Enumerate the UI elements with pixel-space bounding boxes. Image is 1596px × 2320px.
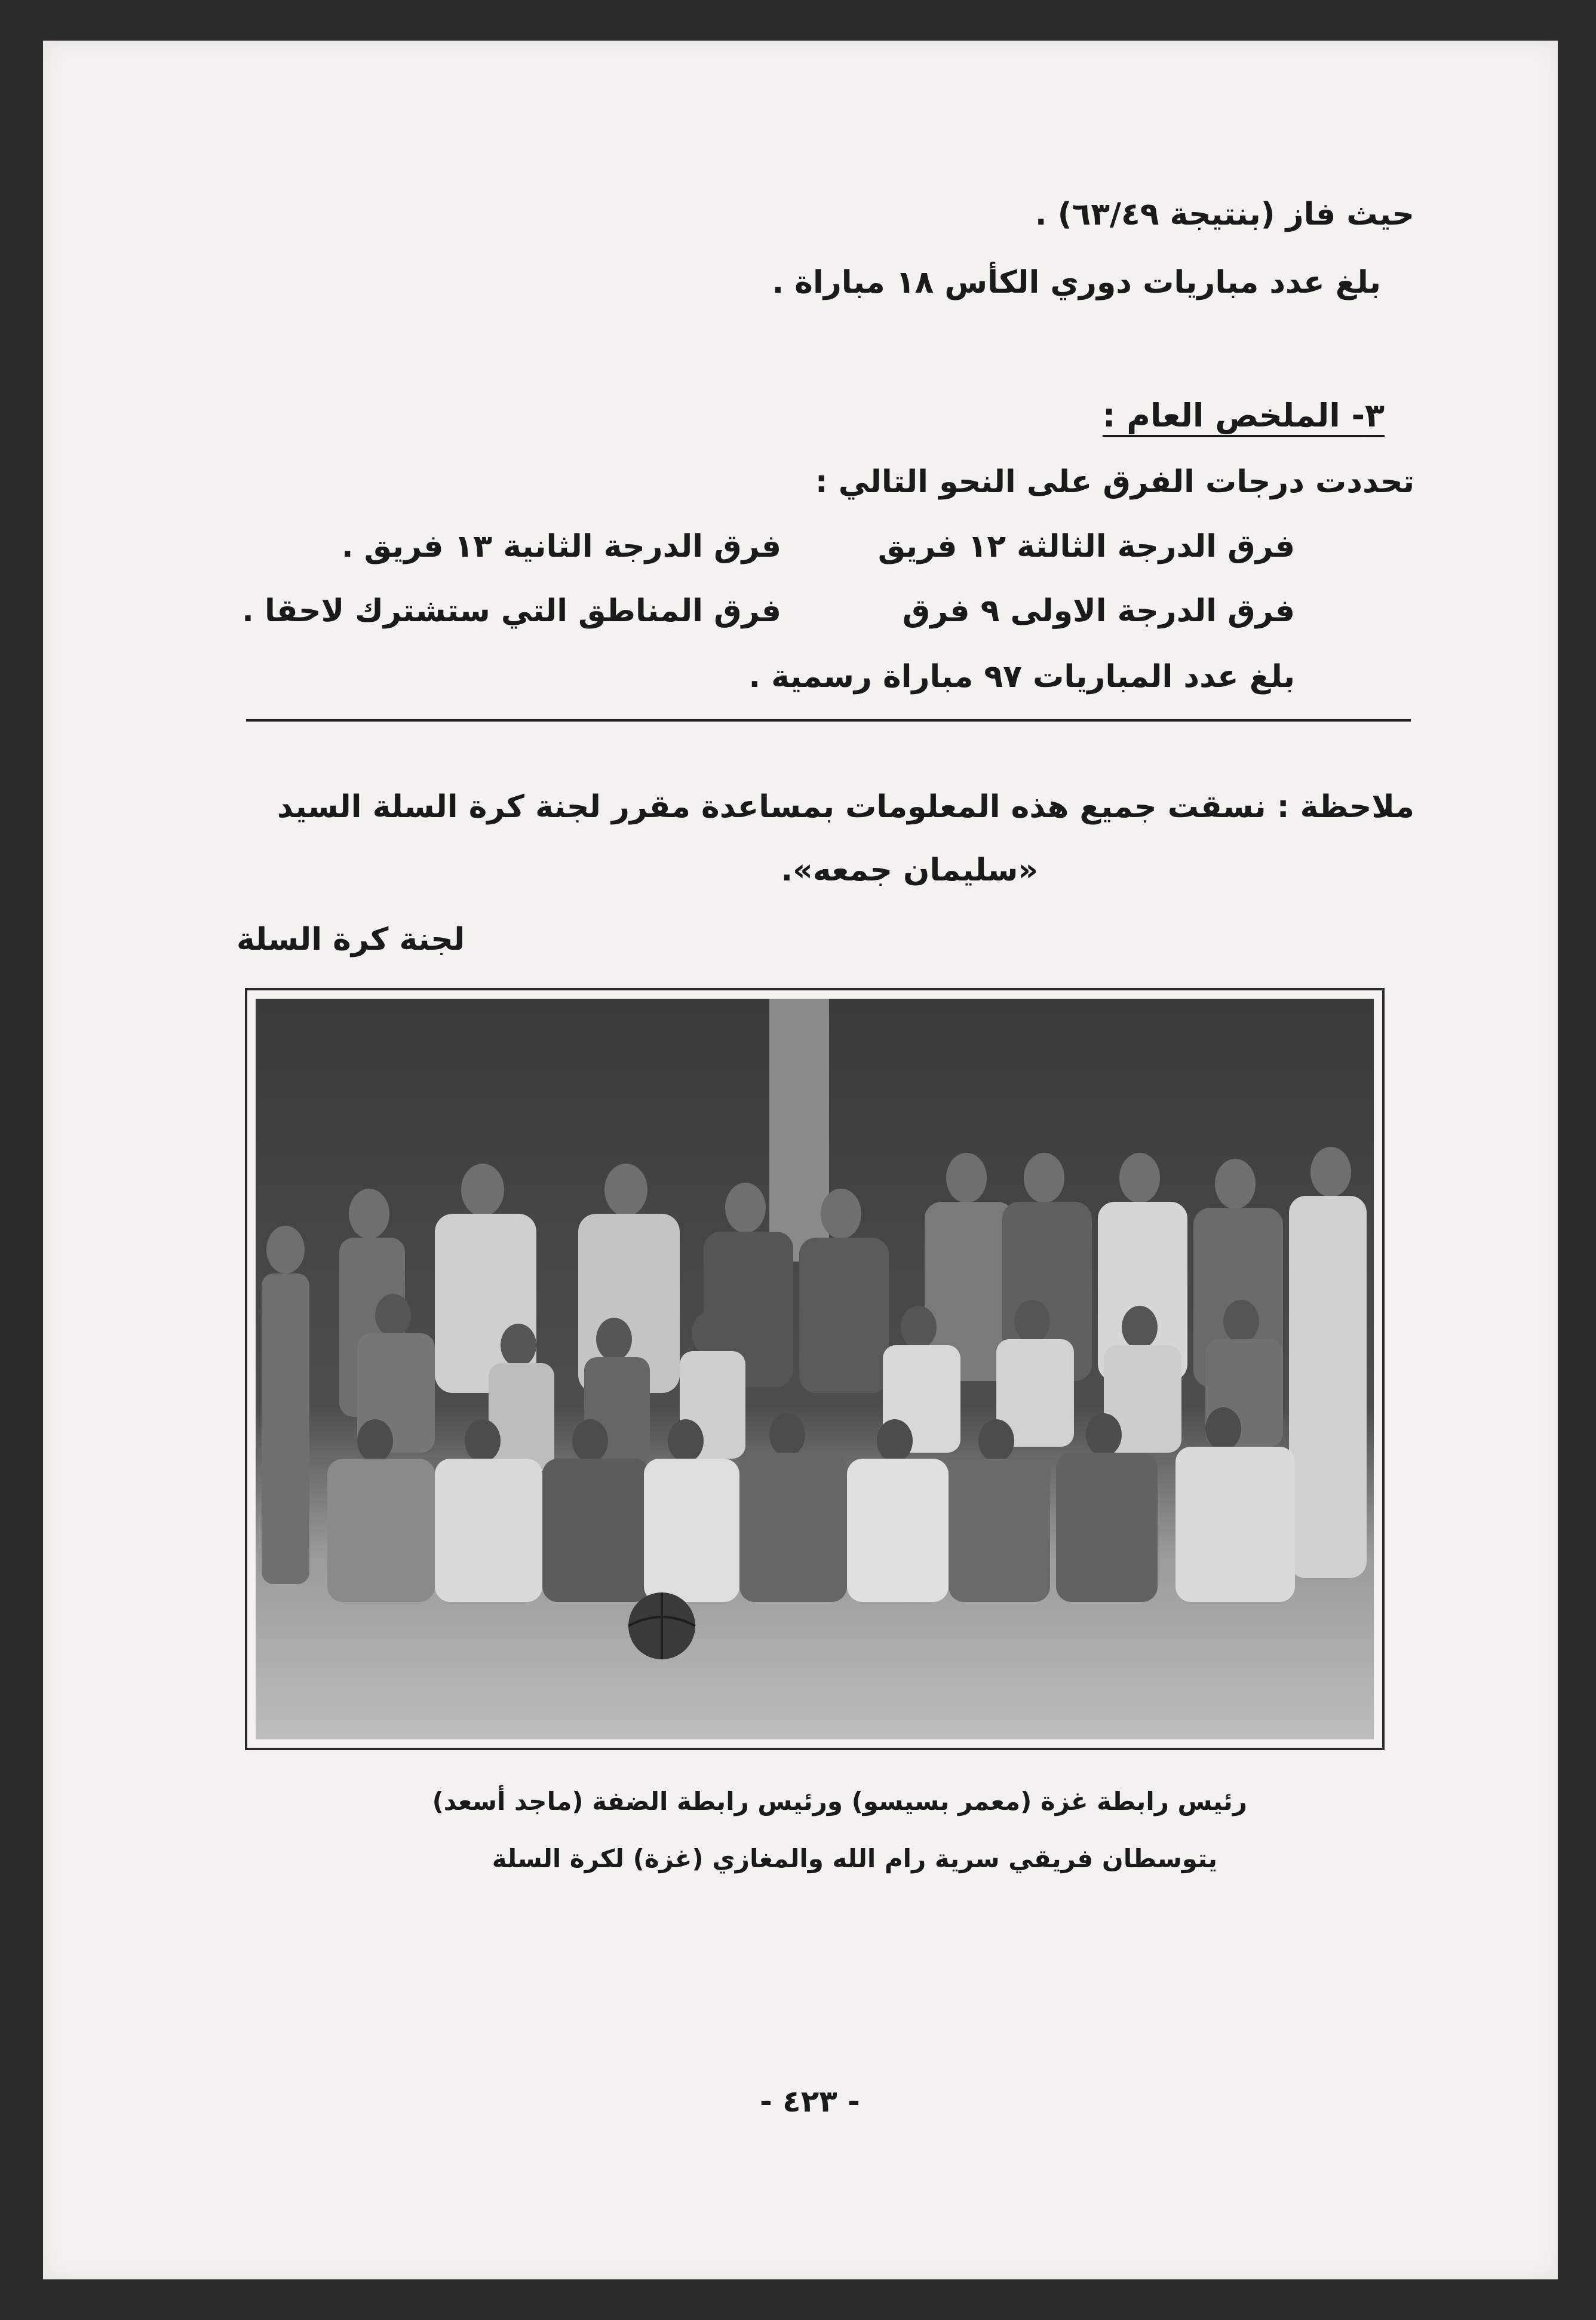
cup-matches-line: بلغ عدد مباريات دوري الكأس ١٨ مباراة . <box>772 265 1381 300</box>
team-photo <box>256 999 1374 1739</box>
third-division-teams: فرق الدرجة الثالثة ١٢ فريق <box>877 529 1295 564</box>
note-line-2: «سليمان جمعه». <box>781 852 1038 888</box>
regional-teams: فرق المناطق التي ستشترك لاحقا . <box>242 593 781 629</box>
photo-caption-line-1: رئيس رابطة غزة (معمر بسيسو) ورئيس رابطة الضفة (ماجد أسعد) <box>432 1787 1247 1816</box>
section-heading: ٣- الملخص العام : <box>1102 397 1385 434</box>
photo-caption-line-2: يتوسطان فريقي سرية رام الله والمغازي (غزة) لكرة السلة <box>492 1844 1217 1873</box>
section-intro: تحددت درجات الفرق على النحو التالي : <box>815 464 1414 500</box>
committee-signature: لجنة كرة السلة <box>237 922 465 958</box>
document-page <box>43 41 1558 2279</box>
page-number: - ٤٢٣ - <box>760 2084 860 2119</box>
horizontal-divider <box>246 719 1411 722</box>
second-division-teams: فرق الدرجة الثانية ١٣ فريق . <box>341 529 781 564</box>
note-line-1: ملاحظة : نسقت جميع هذه المعلومات بمساعدة مقرر لجنة كرة السلة السيد <box>277 789 1414 825</box>
team-photo-frame <box>245 988 1385 1750</box>
first-division-teams: فرق الدرجة الاولى ٩ فرق <box>902 593 1295 629</box>
result-line: حيث فاز (بنتيجة ٦٣/٤٩) . <box>1035 197 1414 232</box>
total-matches-line: بلغ عدد المباريات ٩٧ مباراة رسمية . <box>748 659 1295 695</box>
